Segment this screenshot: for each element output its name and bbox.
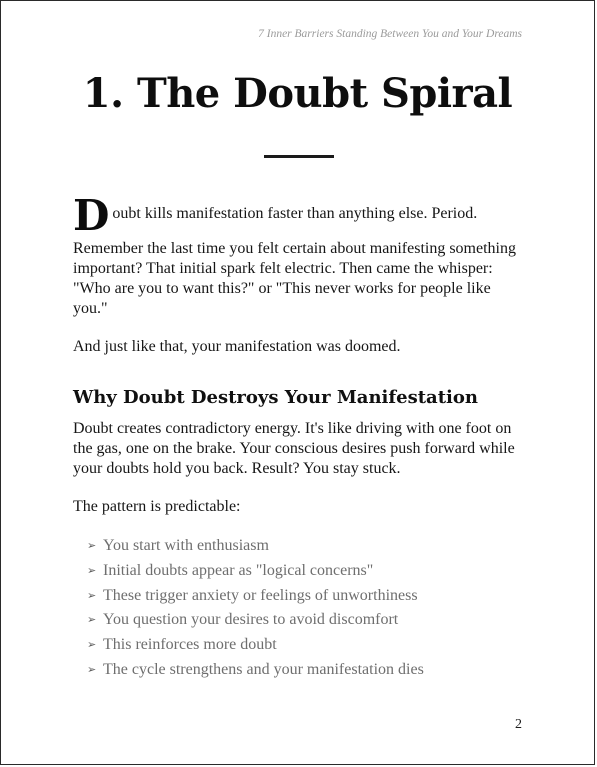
lead-paragraph	[73, 191, 528, 240]
title-divider	[264, 155, 334, 158]
list-item	[87, 559, 528, 584]
pattern-list	[73, 534, 528, 683]
chapter-title: 1. The Doubt Spiral	[82, 70, 513, 117]
list-intro: The pattern is predictable:	[73, 498, 241, 515]
page-number: 2	[515, 717, 522, 732]
list-item	[87, 658, 528, 683]
paragraph: Remember the last time you felt certain about manifesting something important? That initial spark felt electric. Then came the whisper: "Who are you to want this?" or "This never works for people like you."	[73, 240, 516, 317]
list-item	[87, 534, 528, 559]
drop-cap: D	[73, 191, 110, 240]
chapter-body	[73, 191, 528, 683]
paragraph: And just like that, your manifestation was doomed.	[73, 338, 401, 355]
list-item-text: Initial doubts appear as "logical concerns"	[103, 561, 374, 579]
list-item-text: You start with enthusiasm	[103, 537, 269, 554]
arrow-bullet-icon: ➢	[87, 639, 97, 652]
list-item-text: The cycle strengthens and your manifestation dies	[103, 660, 424, 678]
arrow-bullet-icon: ➢	[87, 614, 97, 627]
list-item	[87, 608, 528, 633]
list-item	[87, 584, 528, 609]
section-heading: Why Doubt Destroys Your Manifestation	[73, 387, 478, 408]
lead-text: oubt kills manifestation faster than anything else. Period.	[112, 205, 478, 222]
running-header: 7 Inner Barriers Standing Between You and Your Dreams	[258, 28, 522, 40]
arrow-bullet-icon: ➢	[87, 589, 97, 602]
arrow-bullet-icon: ➢	[87, 564, 97, 577]
arrow-bullet-icon: ➢	[87, 663, 97, 676]
list-item-text: These trigger anxiety or feelings of unworthiness	[103, 586, 418, 604]
list-item-text: This reinforces more doubt	[103, 636, 277, 654]
paragraph: Doubt creates contradictory energy. It's like driving with one foot on the gas, one on the brake. Your conscious desires push forward while your doubts hold you back. Result? You stay stuck.	[73, 420, 515, 477]
arrow-bullet-icon: ➢	[87, 540, 97, 552]
list-item-text: You question your desires to avoid discomfort	[103, 611, 399, 629]
list-item	[87, 633, 528, 658]
